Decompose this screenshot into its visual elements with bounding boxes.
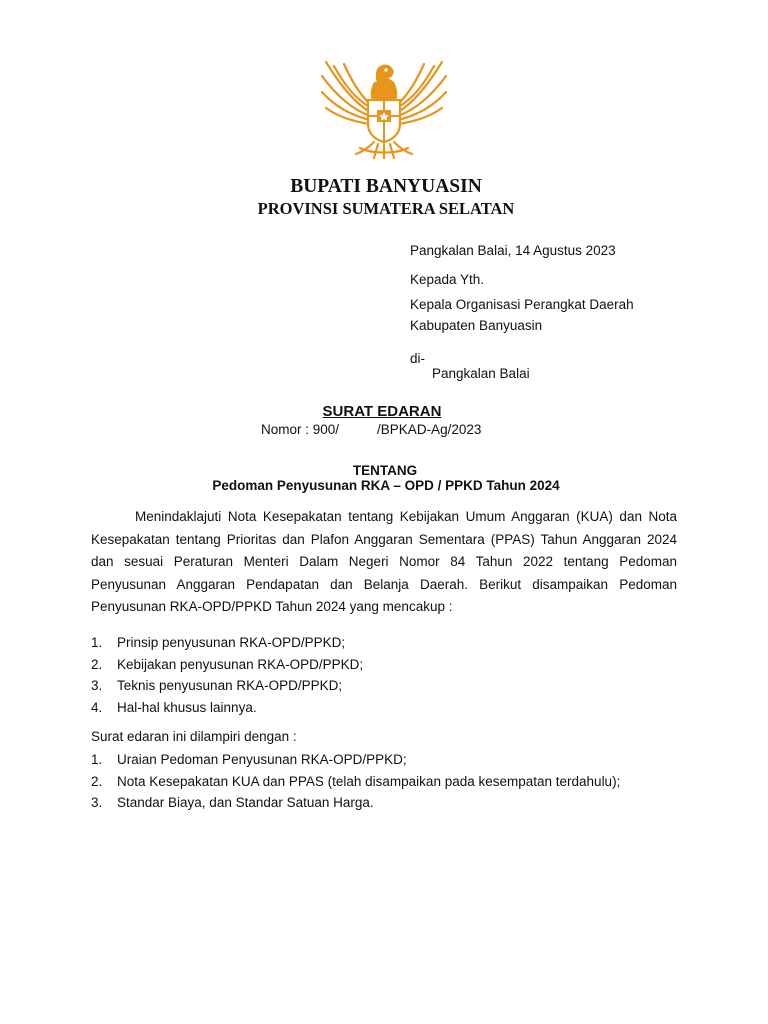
- subject-title: Pedoman Penyusunan RKA – OPD / PPKD Tahun 2024: [212, 478, 560, 493]
- recipient-line-1: Kepala Organisasi Perangkat Daerah: [410, 297, 634, 312]
- list-text: Nota Kesepakatan KUA dan PPAS (telah disampaikan pada kesempatan terdahulu);: [117, 773, 621, 789]
- di-label: di-: [410, 351, 426, 366]
- subject-label: TENTANG: [352, 463, 418, 478]
- document-title: SURAT EDARAN: [322, 403, 442, 420]
- list-number: 1.: [91, 635, 103, 650]
- list-number: 4.: [91, 699, 103, 715]
- document-number-prefix: Nomor : 900/: [261, 422, 340, 437]
- body-paragraph: [91, 506, 677, 619]
- recipient-line-2: Kabupaten Banyuasin: [410, 318, 543, 333]
- addressee-label: Kepada Yth.: [410, 272, 485, 287]
- list-text: Standar Biaya, dan Standar Satuan Harga.: [117, 795, 374, 810]
- recipient-location: Pangkalan Balai: [432, 366, 530, 381]
- list-item: [91, 632, 677, 654]
- list-text: Teknis penyusunan RKA-OPD/PPKD;: [117, 678, 343, 693]
- list-number: 3.: [91, 678, 103, 693]
- attachments-list: [91, 749, 677, 814]
- list-number: 1.: [91, 752, 103, 767]
- garuda-emblem-icon: [316, 54, 452, 162]
- list-text: Kebijakan penyusunan RKA-OPD/PPKD;: [117, 656, 364, 672]
- list-item: [91, 749, 677, 771]
- list-item: [91, 697, 677, 719]
- list-item: [91, 792, 677, 814]
- list-text: Hal-hal khusus lainnya.: [117, 699, 257, 715]
- issuer-province: PROVINSI SUMATERA SELATAN: [257, 199, 515, 218]
- document-number-suffix: /BPKAD-Ag/2023: [377, 422, 482, 437]
- list-number: 2.: [91, 656, 103, 672]
- place-date: Pangkalan Balai, 14 Agustus 2023: [410, 243, 616, 258]
- body-paragraph-text: Menindaklajuti Nota Kesepakatan tentang Kebijakan Umum Anggaran (KUA) dan Nota Kesepakatan tentang Prioritas dan Plafon Anggaran Sementara (PPAS) Tahun Anggaran 2024 dan sesuai Peraturan Menteri Dalam Negeri Nomor 84 Tahun 2022 tentang Pedoman Penyusunan Anggaran Pendapatan dan Belanja Daerah. Berikut disampaikan Pedoman Penyusunan RKA-OPD/PPKD Tahun 2024 yang mencakup :: [91, 509, 677, 615]
- list-number: 2.: [91, 773, 103, 789]
- list-number: 3.: [91, 795, 103, 810]
- list-item: [91, 654, 677, 676]
- document-number: [261, 422, 481, 437]
- scope-list: [91, 632, 677, 718]
- list-item: [91, 675, 677, 697]
- attachments-intro: Surat edaran ini dilampiri dengan :: [91, 729, 297, 744]
- issuer-title: BUPATI BANYUASIN: [290, 176, 482, 197]
- list-text: Uraian Pedoman Penyusunan RKA-OPD/PPKD;: [117, 752, 407, 767]
- list-item: [91, 771, 677, 793]
- list-text: Prinsip penyusunan RKA-OPD/PPKD;: [117, 635, 346, 650]
